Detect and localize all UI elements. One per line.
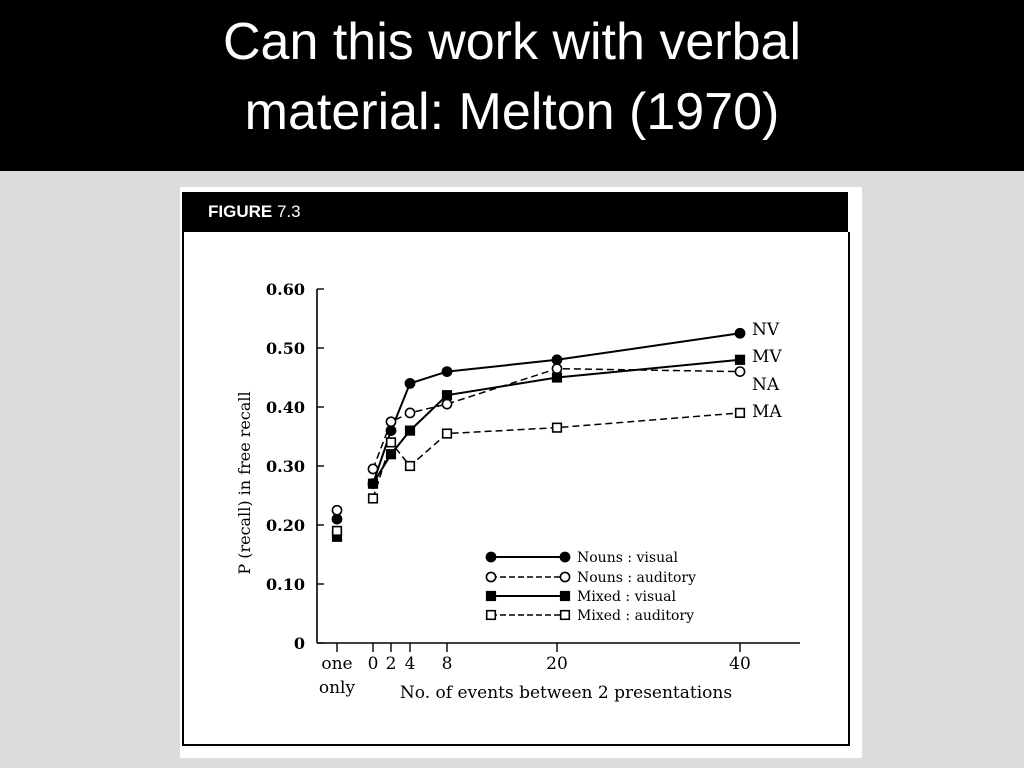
legend-marker: [561, 611, 570, 620]
legend-label: Nouns : auditory: [577, 570, 696, 586]
x-tick-label: one: [321, 654, 353, 674]
series-end-label-mv: MV: [752, 347, 782, 367]
data-point-ma: [443, 429, 452, 438]
series-end-label-ma: MA: [752, 402, 782, 422]
data-point-mv: [406, 426, 415, 435]
figure-label-number: 7.3: [276, 202, 301, 221]
y-tick-label: 0.60: [266, 280, 305, 299]
data-point-na: [552, 364, 561, 373]
legend-marker: [486, 572, 495, 581]
legend-marker: [487, 611, 496, 620]
y-tick-label: 0.30: [266, 457, 305, 476]
x-tick-label: 2: [385, 654, 397, 674]
series-end-label-nv: NV: [752, 320, 780, 340]
series-line-na: [373, 369, 740, 469]
slide-title-line-2: material: Melton (1970): [244, 83, 780, 141]
data-point-mv: [443, 391, 452, 400]
data-point-ma: [736, 409, 745, 418]
series-end-label-na: NA: [752, 375, 780, 395]
one-only-point-nv: [332, 515, 341, 524]
data-point-mv: [553, 373, 562, 382]
legend-marker: [560, 552, 569, 561]
one-only-point-na: [332, 506, 341, 515]
data-point-ma: [406, 462, 415, 471]
y-tick-label: 0: [293, 634, 305, 653]
data-point-nv: [405, 379, 414, 388]
data-point-nv: [552, 355, 561, 364]
x-tick-label: 20: [546, 654, 568, 674]
legend-label: Nouns : visual: [577, 550, 678, 566]
y-tick-label: 0.10: [266, 575, 305, 594]
legend-label: Mixed : visual: [577, 589, 676, 605]
slide-title-line-1: Can this work with verbal: [223, 13, 801, 71]
legend-marker: [560, 572, 569, 581]
legend-label: Mixed : auditory: [577, 608, 695, 624]
data-point-nv: [386, 426, 395, 435]
recall-line-chart: [180, 187, 862, 758]
y-tick-label: 0.20: [266, 516, 305, 535]
x-axis-title: No. of events between 2 presentations: [399, 683, 733, 703]
data-point-na: [386, 417, 395, 426]
data-point-mv: [736, 356, 745, 365]
data-point-na: [735, 367, 744, 376]
data-point-na: [442, 399, 451, 408]
legend-marker: [486, 552, 495, 561]
x-tick-label: 0: [367, 654, 379, 674]
x-tick-label: 8: [441, 654, 453, 674]
legend-marker: [561, 592, 570, 601]
data-point-ma: [553, 423, 562, 432]
y-tick-label: 0.50: [266, 339, 305, 358]
legend-marker: [487, 592, 496, 601]
data-point-ma: [369, 494, 378, 503]
y-tick-label: 0.40: [266, 398, 305, 417]
data-point-na: [405, 408, 414, 417]
figure-card: [180, 187, 862, 758]
data-point-ma: [387, 438, 396, 447]
slide-title-bar: [0, 0, 1024, 171]
y-axis-title: P (recall) in free recall: [235, 391, 254, 575]
figure-label-word: FIGURE: [208, 202, 273, 221]
data-point-nv: [442, 367, 451, 376]
data-point-na: [368, 464, 377, 473]
x-tick-label: 40: [729, 654, 751, 674]
x-tick-label-2: only: [318, 678, 356, 698]
one-only-point-ma: [333, 527, 342, 536]
data-point-nv: [735, 329, 744, 338]
x-tick-label: 4: [404, 654, 416, 674]
